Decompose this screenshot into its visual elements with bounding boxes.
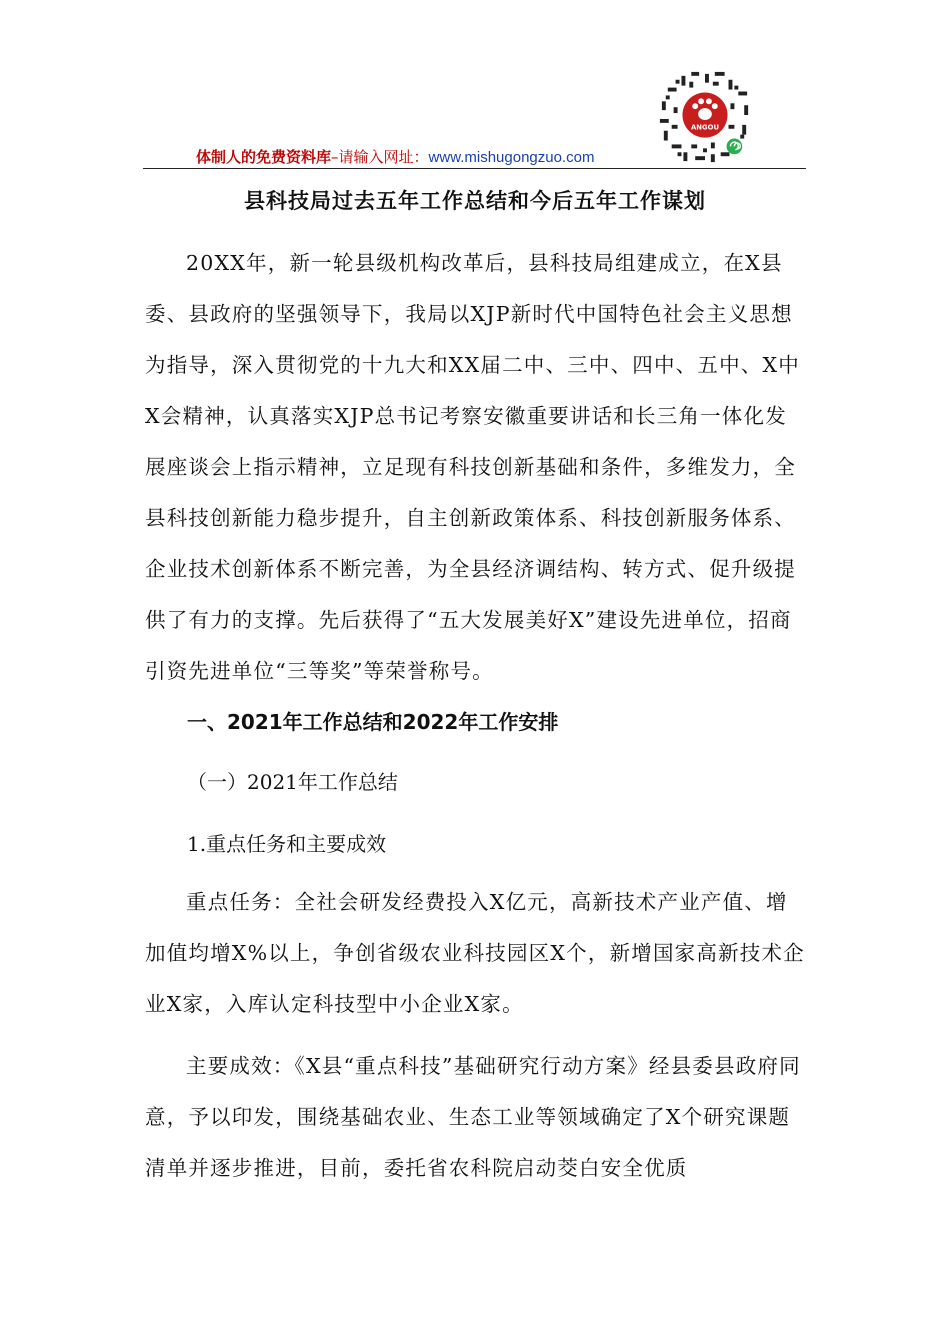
section-heading: 一、2021年工作总结和2022年工作安排 [187,710,559,734]
achievements-paragraph: 主要成效：《X县“重点科技”基础研究行动方案》经县委县政府同意，予以印发，围绕基础农业、生态工业等领域确定了X个研究课题清单并逐步推进，目前，委托省农科院启动茭白安全优质 [145,1054,801,1180]
document-title: 县科技局过去五年工作总结和今后五年工作谋划 [244,189,706,213]
intro-paragraph: 20XX年，新一轮县级机构改革后，县科技局组建成立，在X县委、县政府的坚强领导下，我局以XJP新时代中国特色社会主义思想为指导，深入贯彻党的十九大和XX届二中、三中、四中、五中、X中X会精神，认真落实XJP总书记考察安徽重要讲话和长三角一体化发展座谈会上指示精神，立足现有科技创新基础和条件，多维发力，全县科技创新能力稳步提升，自主创新政策体系、科技创新服务体系、企业技术创新体系不断完善，为全县经济调结构、转方式、促升级提供了有力的支撑。先后获得了“五大发展美好X”建设先进单位，招商引资先进单位“三等奖”等荣誉称号。 [145,251,800,683]
url-prompt: –请输入网址： [331,148,429,166]
qr-logo-text: ANGOU [690,123,720,132]
site-url-link[interactable]: www.mishugongzuo.com [428,149,595,166]
header-divider [143,168,806,169]
library-label: 体制人的免费资料库 [196,148,332,166]
qr-code-icon[interactable] [656,68,754,166]
item-heading: 1.重点任务和主要成效 [187,832,387,856]
key-tasks-paragraph: 重点任务：全社会研发经费投入X亿元，高新技术产业产值、增加值均增X%以上，争创省级农业科技园区X个，新增国家高新技术企业X家，入库认定科技型中小企业X家。 [145,890,805,1016]
subsection-heading: （一）2021年工作总结 [187,770,398,794]
site-header [196,146,594,167]
